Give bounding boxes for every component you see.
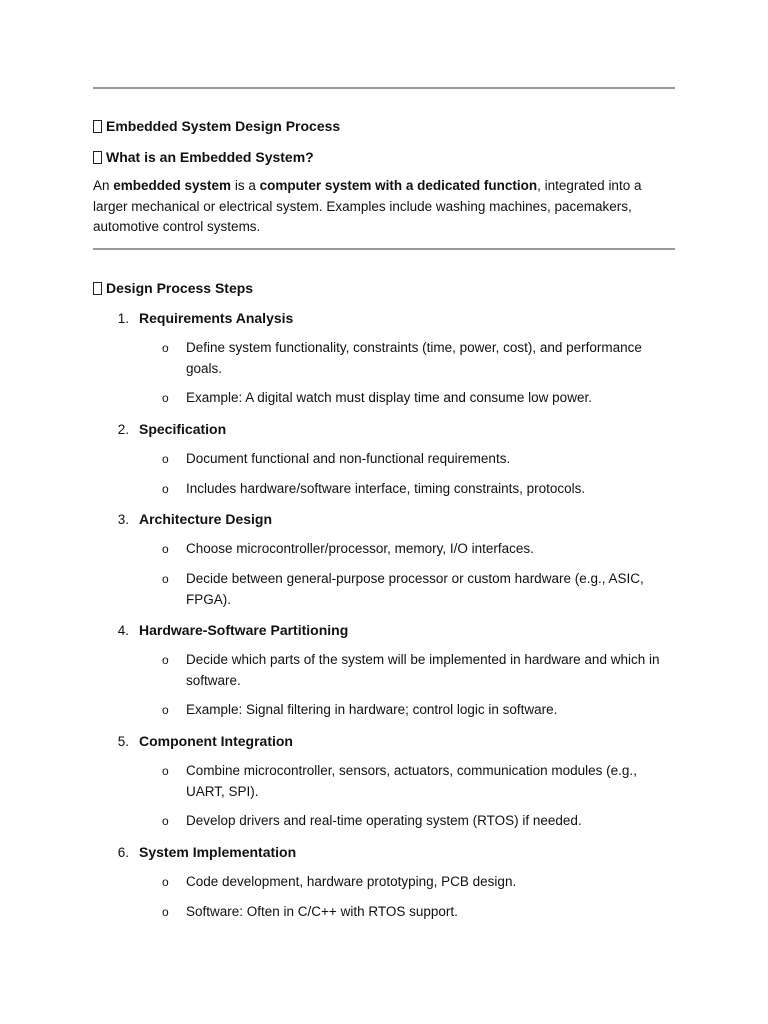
bullet-marker: o [162,572,169,586]
list-item [162,449,674,470]
list-item [162,388,674,409]
bullet-text: Combine microcontroller, sensors, actuators, communication modules (e.g., UART, SPI). [186,763,637,799]
step-heading [93,309,293,328]
intro-text: An [93,178,114,193]
bullet-text: Choose microcontroller/processor, memory, I/O interfaces. [186,541,534,556]
bullet-marker: o [162,391,169,405]
step-number: 1. [117,311,129,326]
step-title: Requirements Analysis [139,310,294,326]
step-heading [93,510,272,529]
step-number: 4. [117,623,129,638]
bullet-marker: o [162,653,169,667]
bullet-marker: o [162,875,169,889]
doc-title-text: Embedded System Design Process [106,118,341,134]
bullet-marker: o [162,452,169,466]
missing-glyph-icon [93,282,102,295]
bullet-marker: o [162,703,169,717]
bullet-text: Develop drivers and real-time operating system (RTOS) if needed. [186,813,582,828]
bullet-text: Define system functionality, constraints (time, power, cost), and performance goals. [186,340,642,376]
bullet-text: Example: Signal filtering in hardware; control logic in software. [186,702,558,717]
step-number: 2. [117,422,129,437]
list-item [162,700,674,721]
intro-text: , integrated into a larger mechanical or electrical system. Examples include washing machines, pacemakers, automotive control systems. [93,178,642,234]
list-item [162,872,674,893]
step-number: 5. [117,734,129,749]
bullet-marker: o [162,482,169,496]
bullet-text: Includes hardware/software interface, timing constraints, protocols. [186,481,586,496]
section-heading-text: What is an Embedded System? [106,149,314,165]
bullet-marker: o [162,341,169,355]
section-heading [93,148,314,166]
step-title: Component Integration [139,733,293,749]
step-number: 6. [117,845,129,860]
step-heading [93,843,296,862]
bullet-text: Document functional and non-functional requirements. [186,451,511,466]
doc-title [93,117,340,135]
section-heading-text: Design Process Steps [106,280,254,296]
bullet-marker: o [162,764,169,778]
bullet-text: Decide between general-purpose processor or custom hardware (e.g., ASIC, FPGA). [186,571,644,607]
bullet-text: Example: A digital watch must display time and consume low power. [186,390,592,405]
horizontal-rule [93,87,675,89]
step-heading [93,732,293,751]
bullet-text: Code development, hardware prototyping, PCB design. [186,874,517,889]
bullet-text: Decide which parts of the system will be implemented in hardware and which in software. [186,652,660,688]
bullet-marker: o [162,905,169,919]
list-item [162,539,674,560]
list-item [162,479,674,500]
missing-glyph-icon [93,120,102,133]
list-item [162,338,674,379]
list-item [162,569,674,610]
intro-paragraph [93,176,673,238]
bullet-text: Software: Often in C/C++ with RTOS support. [186,904,458,919]
intro-bold-term: embedded system [113,178,232,193]
intro-bold-term: computer system with a dedicated function [259,178,538,193]
step-number: 3. [117,512,129,527]
list-item [162,811,674,832]
step-heading [93,621,348,640]
horizontal-rule [93,248,675,250]
step-title: Architecture Design [139,511,273,527]
section-heading [93,279,253,297]
missing-glyph-icon [93,151,102,164]
list-item [162,650,674,691]
step-heading [93,420,226,439]
list-item [162,902,674,923]
step-title: Hardware-Software Partitioning [139,622,349,638]
step-title: System Implementation [139,844,297,860]
step-title: Specification [139,421,227,437]
bullet-marker: o [162,814,169,828]
intro-text: is a [231,178,260,193]
list-item [162,761,674,802]
bullet-marker: o [162,542,169,556]
